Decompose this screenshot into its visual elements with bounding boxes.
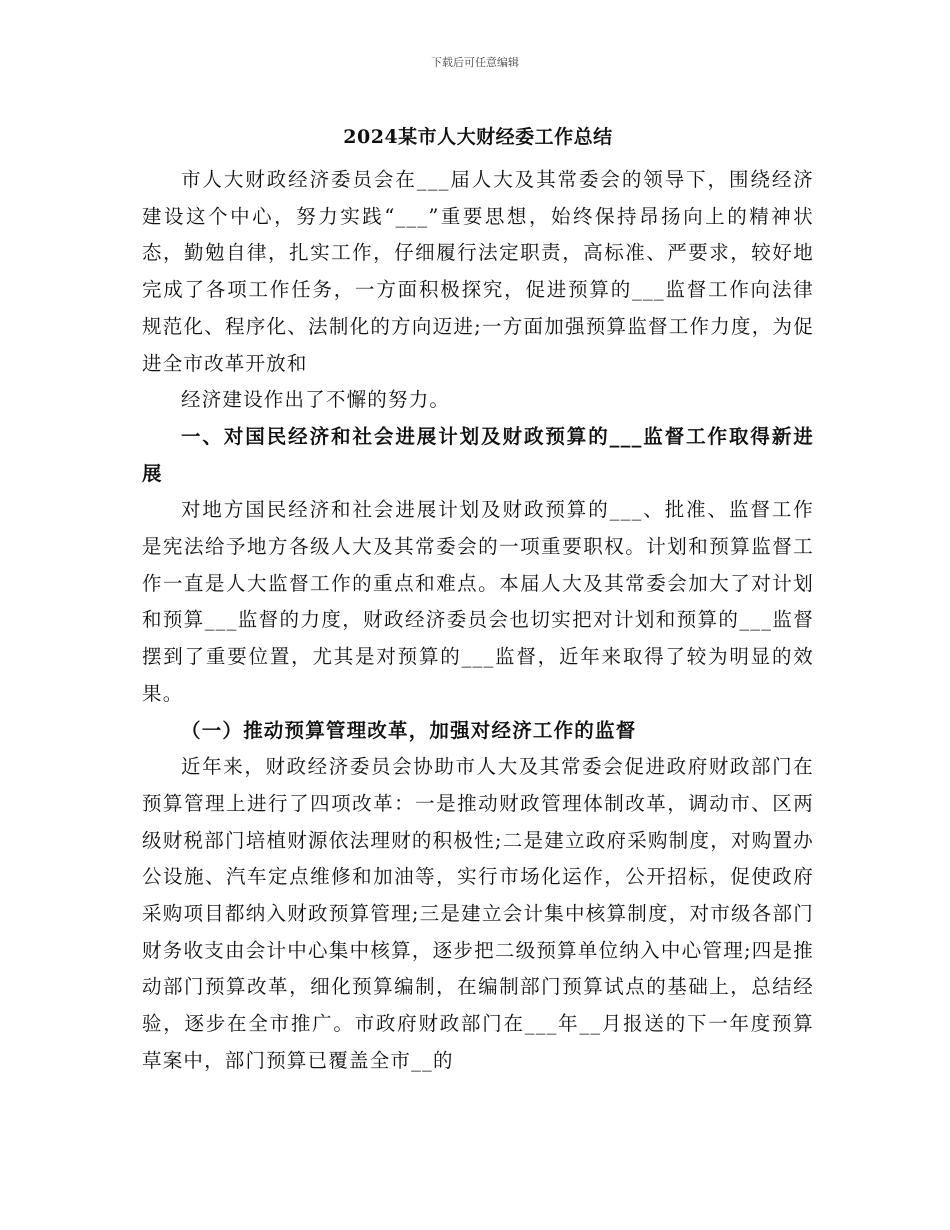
header-note: 下载后可任意编辑 bbox=[431, 56, 519, 69]
intro-paragraph: 市人大财政经济委员会在___届人大及其常委会的领导下，围绕经济建设这个中心，努力实践“___”重要思想，始终保持昂扬向上的精神状态，勤勉自律，扎实工作，仔细履行法定职责，高标准、严要求，较好地完成了各项工作任务，一方面积极探究，促进预算的___监督工作向法律规范化、程序化、法制化的方向迈进;一方面加强预算监督工作力度，为促进全市改革开放和 bbox=[142, 168, 814, 375]
subsection-heading: （一）推动预算管理改革，加强对经济工作的监督 bbox=[181, 718, 637, 742]
document-title: 2024某市人大财经委工作总结 bbox=[343, 126, 613, 148]
intro-paragraph-continued: 经济建设作出了不懈的努力。 bbox=[181, 388, 451, 412]
document-body bbox=[142, 120, 814, 1080]
section-paragraph: 对地方国民经济和社会进展计划及财政预算的___、批准、监督工作是宪法给予地方各级人大及其常委会的一项重要职权。计划和预算监督工作一直是人大监督工作的重点和难点。本届人大及其常委会加大了对计划和预算___监督的力度，财政经济委员会也切实把对计划和预算的___监督摆到了重要位置，尤其是对预算的___监督，近年来取得了较为明显的效果。 bbox=[142, 498, 814, 705]
section-heading: 一、对国民经济和社会进展计划及财政预算的___监督工作取得新进展 bbox=[142, 424, 814, 485]
subsection-paragraph: 近年来，财政经济委员会协助市人大及其常委会促进政府财政部门在预算管理上进行了四项改革：一是推动财政管理体制改革，调动市、区两级财税部门培植财源依法理财的积极性;二是建立政府采购制度，对购置办公设施、汽车定点维修和加油等，实行市场化运作，公开招标，促使政府采购项目都纳入财政预算管理;三是建立会计集中核算制度，对市级各部门财务收支由会计中心集中核算，逐步把二级预算单位纳入中心管理;四是推动部门预算改革，细化预算编制，在编制部门预算试点的基础上，总结经验，逐步在全市推广。市政府财政部门在___年__月报送的下一年度预算草案中，部门预算已覆盖全市__的 bbox=[142, 755, 814, 1072]
